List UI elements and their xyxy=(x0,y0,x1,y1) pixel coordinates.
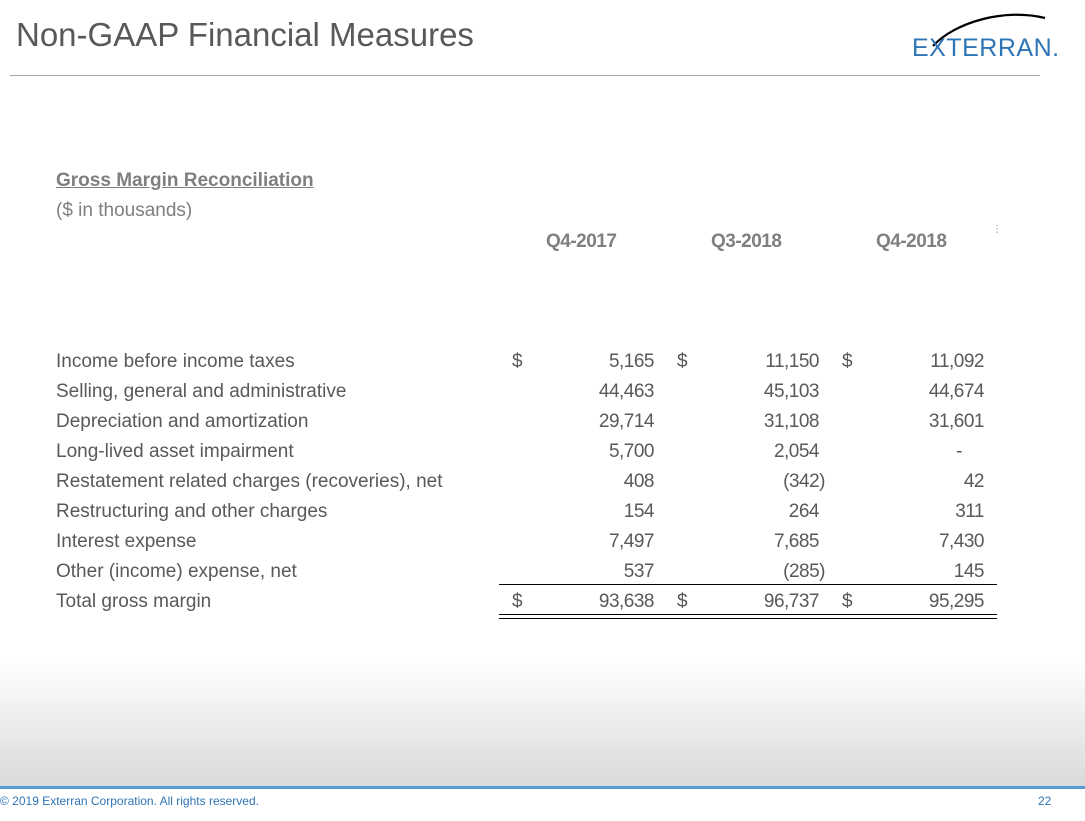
table-cell: 264 xyxy=(788,501,819,522)
table-cell: 11,092 xyxy=(930,351,984,372)
table-row xyxy=(0,467,1085,497)
background-gradient xyxy=(0,660,1085,788)
row-label: Selling, general and administrative xyxy=(56,381,347,402)
table-cell: 2,054 xyxy=(773,441,819,462)
table-cell: 408 xyxy=(623,471,654,492)
row-label: Other (income) expense, net xyxy=(56,561,297,582)
column-header-q4-2017: Q4-2017 xyxy=(546,231,617,252)
table-cell: 42 xyxy=(963,471,984,492)
table-cell: 154 xyxy=(623,501,654,522)
table-cell: 5,165 xyxy=(608,351,654,372)
currency-symbol: $ xyxy=(842,351,853,372)
table-row xyxy=(0,497,1085,527)
footer-copyright: © 2019 Exterran Corporation. All rights reserved. xyxy=(0,794,259,808)
table-row xyxy=(0,527,1085,557)
table-cell: 45,103 xyxy=(763,381,819,402)
table-cell: - xyxy=(956,441,962,462)
row-label: Income before income taxes xyxy=(56,351,295,372)
table-row xyxy=(0,377,1085,407)
table-cell: (285) xyxy=(783,561,825,582)
row-label: Interest expense xyxy=(56,531,197,552)
row-label: Long-lived asset impairment xyxy=(56,441,294,462)
table-cell: 29,714 xyxy=(598,411,654,432)
table-cell: 7,430 xyxy=(938,531,984,552)
section-heading: Gross Margin Reconciliation xyxy=(56,170,314,191)
resize-handle-icon: ⋮ xyxy=(992,224,1002,235)
table-cell: 31,601 xyxy=(928,411,984,432)
footer-divider xyxy=(0,786,1085,789)
table-cell: 537 xyxy=(623,561,654,582)
table-cell: 11,150 xyxy=(765,351,819,372)
table-cell: 96,737 xyxy=(763,591,819,612)
table-cell: 311 xyxy=(955,501,984,522)
total-double-rule xyxy=(499,614,997,619)
table-cell: 7,685 xyxy=(773,531,819,552)
row-label: Restructuring and other charges xyxy=(56,501,328,522)
table-cell: 5,700 xyxy=(608,441,654,462)
table-cell: 93,638 xyxy=(598,591,654,612)
page-number: 22 xyxy=(1038,794,1052,808)
table-row xyxy=(0,587,1085,617)
table-cell: 7,497 xyxy=(608,531,654,552)
table-cell: 95,295 xyxy=(928,591,984,612)
currency-symbol: $ xyxy=(512,591,523,612)
table-row xyxy=(0,407,1085,437)
column-header-q3-2018: Q3-2018 xyxy=(711,231,782,252)
currency-symbol: $ xyxy=(677,591,688,612)
subtotal-rule xyxy=(499,584,997,585)
table-cell: (342) xyxy=(783,471,825,492)
row-label: Restatement related charges (recoveries), net xyxy=(56,471,443,492)
currency-symbol: $ xyxy=(677,351,688,372)
section-subheading: ($ in thousands) xyxy=(56,200,193,221)
column-header-q4-2018: Q4-2018 xyxy=(876,231,947,252)
table-row xyxy=(0,557,1085,587)
title-divider xyxy=(10,75,1040,76)
logo-wordmark: EXTERRAN. xyxy=(912,34,1060,62)
table-cell: 44,674 xyxy=(928,381,984,402)
row-label: Depreciation and amortization xyxy=(56,411,309,432)
row-label: Total gross margin xyxy=(56,591,212,612)
currency-symbol: $ xyxy=(512,351,523,372)
page-title: Non-GAAP Financial Measures xyxy=(16,16,474,53)
table-row xyxy=(0,347,1085,377)
table-cell: 145 xyxy=(953,561,984,582)
table-cell: 31,108 xyxy=(763,411,819,432)
currency-symbol: $ xyxy=(842,591,853,612)
company-logo xyxy=(905,10,1060,70)
table-row xyxy=(0,437,1085,467)
table-cell: 44,463 xyxy=(598,381,654,402)
